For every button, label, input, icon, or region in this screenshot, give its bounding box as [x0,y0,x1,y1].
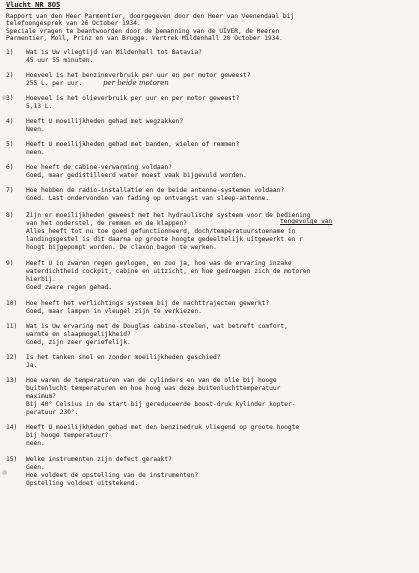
question-line: hierbij. [26,276,56,283]
item-number: 14) [6,424,18,431]
handwritten-note: per beide motoren [103,79,169,87]
answer-line: Goed zware regen gehad. [26,284,113,291]
answer-line: neen. [26,149,45,156]
answer-line: Hoe voldeet de opstelling van de instrumenten? [26,472,199,479]
item-number: 5) [6,141,14,148]
question-line: waterdichtheid cockpit, cabine en uitzicht, en hoe gedroegen zich de motoren [26,268,311,275]
question-line: Heeft U moeilijkheden gehad met den benzinedruk vliegend op groote hoogte [26,424,300,431]
question-line: Wat is Uw vliegtijd van Mildenhall tot Batavia? [26,49,202,56]
answer-line: Alles heeft tot nu toe goed gefunctionneerd, doch/temperatuurstoename in [26,228,296,235]
item-number: 4) [6,118,14,125]
question-line: Hoe hebben de radio-installatie en de beide antenne-systemen voldaan? [26,187,285,194]
intro-line: Rapport van den Heer Parmentier, doorgegeven door den Heer van Veenendaal bij [6,13,295,20]
answer-line: Ja. [26,362,38,369]
answer-line: hoogt bijgepompt worden. De claxon bagon te werken. [26,244,217,251]
answer-line: landingsgestel is dit daarna op groote hoogte gedeeltelijk uitgewerkt en r [26,236,303,243]
item-number: 15) [6,456,18,463]
question-line: Hoeveel is het benzineverbruik per uur en per motor geweest? [26,72,251,79]
item-number: 9) [6,260,14,267]
answer-line: Goed. Last ondervonden van fading op ontvangst van sleep-antenne. [26,195,270,202]
answer-line: Geen. [26,464,45,471]
question-line: Heeft U moeilijkheden gehad met wegzakken? [26,118,184,125]
question-line: van het onderstel, de remmen en de klappen? [26,220,187,227]
answer-line: Goed, maar gedistilleerd water moest vaak bijgevuld worden. [26,172,247,179]
item-number: 2) [6,72,14,79]
answer-line: neen. [26,440,45,447]
question-line: Hoeveel is het olieverbruik per uur en per motor geweest? [26,95,240,102]
intro-line: Speciale vragen te beantwoorden door de bemanning van de UIVER, de Heeren [6,28,280,35]
item-number: 13) [6,377,18,384]
answer-line: Goed, maar lampen in vleugel zijn te verkiezen. [26,308,202,315]
question-line: buitenlucht temperaturen en hoe hoog was deze buitenluchttemperatuur [26,385,281,392]
item-number: 12) [6,354,18,361]
question-line: Wat is Uw ervaring met de Douglas cabine-stoelen, wat betreft comfort, [26,323,288,330]
question-line: Hoe heeft het verlichtings systeem bij de nachttrajecten gewerkt? [26,300,270,307]
item-number: 11) [6,323,18,330]
question-line: Is het tanken snel en zonder moeilijkheden geschied? [26,354,221,361]
answer-line: 255 L. per uur. [26,80,83,87]
question-line: bij hooge temperatuur? [26,432,109,439]
question-line: Hoe heeft de cabine-verwarming voldaan? [26,164,172,171]
answer-line: peratuur 230°. [26,409,79,416]
typed-insertion: tengevolge van [280,218,333,225]
answer-line: 45 uur 55 minuten. [26,57,94,64]
punch-hole [2,470,7,475]
item-number: 3) [6,95,14,102]
answer-line: 5,13 L. [26,103,53,110]
question-line: Hoe waren de temperaturen van de cylinders en van de olie bij hooge [26,377,277,384]
answer-line: Bij 40° Celsius in de start bij gereduceerde boost-druk kylinder kopter- [26,401,296,408]
item-number: 7) [6,187,14,194]
answer-line: Goed, zijn zeer geriefelijk. [26,339,131,346]
answer-line: Opstelling voldoet uitstekend. [26,480,139,487]
question-line: warmte en slaapmogelijkheid? [26,331,131,338]
question-line: maximum? [26,393,56,400]
item-number: 8) [6,212,14,219]
item-number: 6) [6,164,14,171]
question-line: Heeft U moeilijkheden gehad met banden, wielen of remmen? [26,141,240,148]
answer-line: Neen. [26,126,45,133]
item-number: 10) [6,300,18,307]
question-line: Zijn er moeilijkheden geweest met het hydraulische systeem voor de bediening [26,212,311,219]
item-number: 1) [6,49,14,56]
question-line: Welke instrumenten zijn defect geraakt? [26,456,172,463]
document-title: Vlucht NR 8O5 [6,1,61,9]
intro-line: Parmentier, Moll, Prinz en van Brugge. Vertrek Mildenhall 20 October 1934. [6,35,283,42]
question-line: Heeft U in zwaren regen gevlogen, en zoo ja, hoe was de ervaring inzake [26,260,292,267]
intro-line: telefoongesprek van 26 October 1934. [6,20,141,27]
